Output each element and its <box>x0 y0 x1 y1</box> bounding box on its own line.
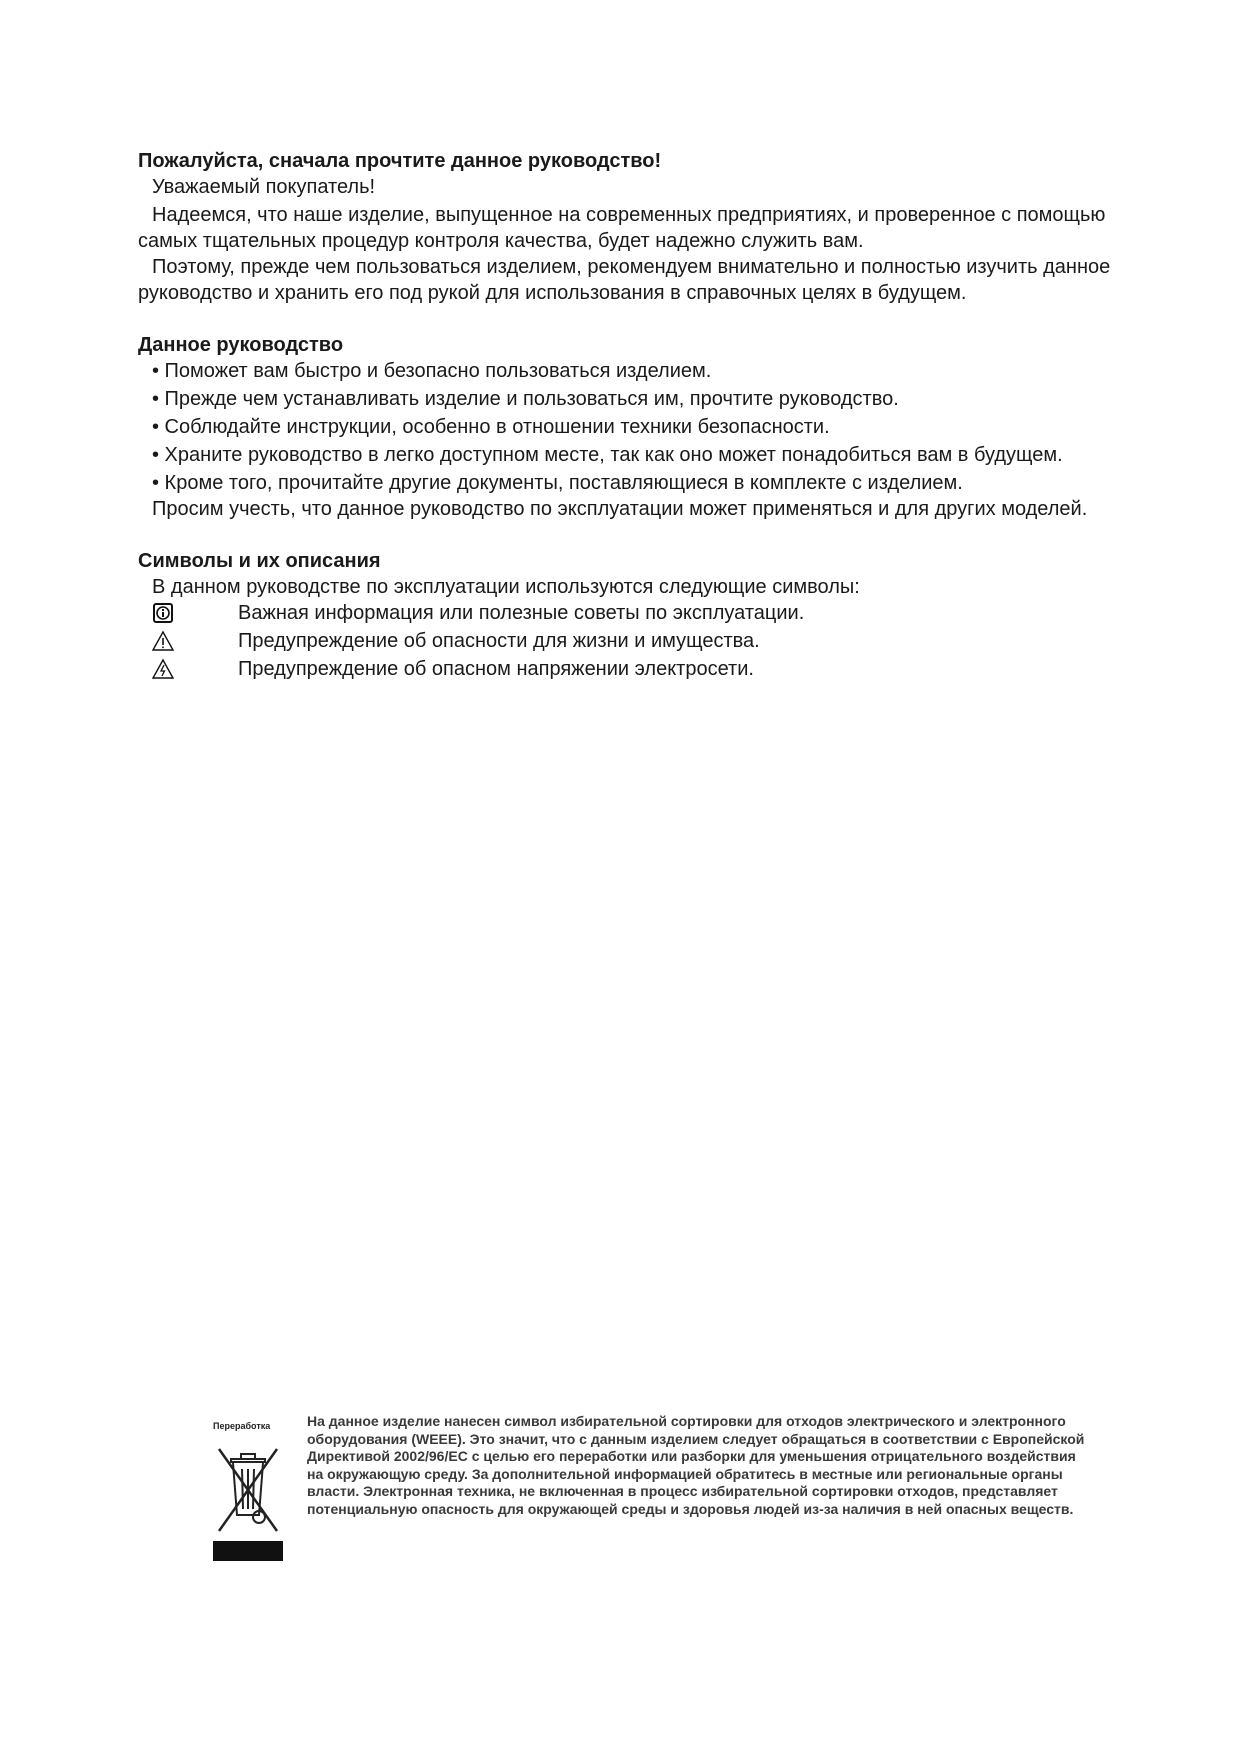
symbol-row-electric <box>138 656 1123 684</box>
guide-item: • Соблюдайте инструкции, особенно в отношении техники безопасности. <box>152 416 830 438</box>
intro-title: Пожалуйста, сначала прочтите данное руководство! <box>138 150 662 172</box>
guide-item: • Поможет вам быстро и безопасно пользоваться изделием. <box>152 360 712 382</box>
symbol-description: Предупреждение об опасности для жизни и имущества. <box>238 630 760 652</box>
intro-paragraph-2: Поэтому, прежде чем пользоваться изделием, рекомендуем внимательно и полностью изучить данное руководство и хранить его под рукой для использования в справочных целях в будущем. <box>138 256 1111 304</box>
info-icon <box>152 602 174 624</box>
guide-item: • Храните руководство в легко доступном месте, так как оно может понадобиться вам в будущем. <box>152 444 1063 466</box>
warning-icon <box>152 630 174 652</box>
guide-item: • Кроме того, прочитайте другие документы, поставляющиеся в комплекте с изделием. <box>152 472 963 494</box>
symbols-title: Символы и их описания <box>138 550 381 572</box>
guide-title: Данное руководство <box>138 334 344 356</box>
symbol-description: Важная информация или полезные советы по эксплуатации. <box>238 602 805 624</box>
symbol-row-info <box>138 600 1123 628</box>
electric-warning-icon <box>152 658 174 680</box>
weee-notice <box>213 1413 1093 1573</box>
intro-paragraph-1: Надеемся, что наше изделие, выпущенное на современных предприятиях, и проверенное с помощью самых тщательных процедур контроля качества, будет надежно служить вам. <box>138 204 1106 252</box>
weee-label: Переработка <box>213 1421 271 1431</box>
symbols-intro: В данном руководстве по эксплуатации используются следующие символы: <box>152 576 860 598</box>
crossed-bin-icon <box>213 1435 283 1573</box>
symbol-row-warning <box>138 628 1123 656</box>
guide-note: Просим учесть, что данное руководство по эксплуатации может применяться и для других моделей. <box>152 498 1088 520</box>
symbol-description: Предупреждение об опасном напряжении электросети. <box>238 658 754 680</box>
greeting: Уважаемый покупатель! <box>152 176 376 198</box>
weee-text: На данное изделие нанесен символ избирательной сортировки для отходов электрического и электронного оборудования (WEEE). Это значит, что с данным изделием следует обращаться в соответствии с Европейской Директивой 2002/96/ЕС с целью его переработки или разборки для уменьшения отрицательного воздействия на окружающую среду. За дополнительной информацией обратитесь в местные или региональные органы власти. Электронная техника, не включенная в процесс избирательной сортировки отходов, представляет потенциальную опасность для окружающей среды и здоровья людей из-за наличия в ней опасных веществ. <box>307 1413 1085 1517</box>
guide-item: • Прежде чем устанавливать изделие и пользоваться им, прочтите руководство. <box>152 388 899 410</box>
manual-page <box>138 148 1123 684</box>
